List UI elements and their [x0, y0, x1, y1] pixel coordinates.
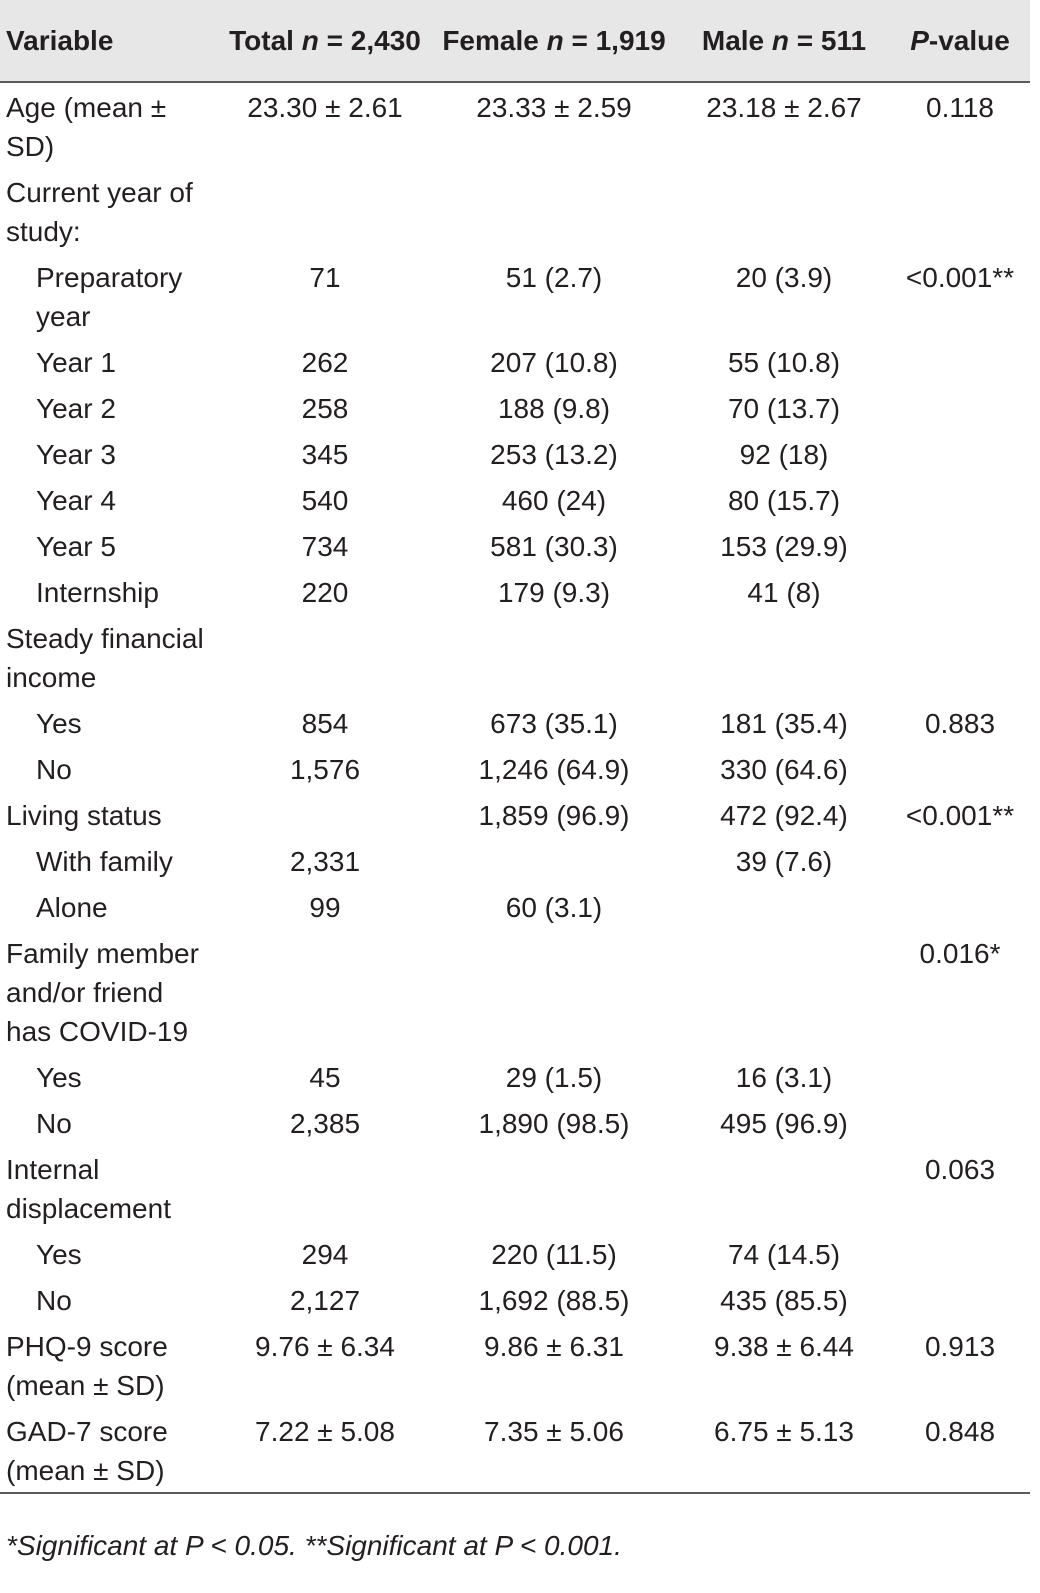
footnote: *Significant at P < 0.05. **Significant at P < 0.001. [6, 1530, 622, 1561]
header-variable: Variable [6, 25, 114, 56]
cell-total: 2,331 [289, 846, 361, 877]
cell-variable: Age (mean ± SD) [6, 92, 167, 162]
cell-variable: Living status [6, 800, 162, 831]
cell-variable: Yes [36, 1062, 82, 1093]
cell-variable: Family member and/or friend has COVID-19 [6, 938, 199, 1047]
cell-male: 435 (85.5) [720, 1285, 848, 1316]
cell-p-value: <0.001** [905, 262, 1015, 293]
cell-total: 294 [301, 1239, 349, 1270]
header-male: Male n = 511 [701, 25, 867, 56]
cell-male [678, 168, 890, 253]
cell-p-value [890, 384, 1030, 430]
cell-p-value [890, 1099, 1030, 1145]
cell-variable: Internship [36, 577, 159, 608]
table-row [0, 568, 1030, 614]
cell-female: 1,246 (64.9) [478, 754, 630, 785]
cell-p-value [890, 168, 1030, 253]
cell-total: 262 [301, 347, 349, 378]
table-row [0, 837, 1030, 883]
cell-total: 99 [309, 892, 341, 923]
cell-variable: Year 4 [36, 485, 116, 516]
cell-male: 20 (3.9) [735, 262, 833, 293]
cell-male: 23.18 ± 2.67 [706, 92, 862, 123]
cell-variable: Internal displacement [6, 1154, 171, 1224]
cell-variable: Yes [36, 708, 82, 739]
table-row [0, 1322, 1030, 1407]
table-row [0, 1276, 1030, 1322]
cell-male: 330 (64.6) [720, 754, 848, 785]
cell-p-value [890, 476, 1030, 522]
cell-total: 220 [301, 577, 349, 608]
table-row [0, 168, 1030, 253]
header-total: Total n = 2,430 [229, 25, 421, 56]
cell-female: 1,692 (88.5) [478, 1285, 630, 1316]
cell-p-value: 0.848 [924, 1416, 996, 1447]
header-female: Female n = 1,919 [442, 25, 666, 56]
cell-total: 7.22 ± 5.08 [255, 1416, 395, 1447]
cell-p-value: 0.016* [919, 938, 1001, 969]
cell-male: 41 (8) [747, 577, 821, 608]
cell-total: 1,576 [289, 754, 361, 785]
cell-female [430, 929, 678, 1053]
cell-female: 1,890 (98.5) [478, 1108, 630, 1139]
cell-variable: GAD-7 score (mean ± SD) [6, 1416, 168, 1486]
cell-p-value: <0.001** [905, 800, 1015, 831]
cell-male: 74 (14.5) [727, 1239, 841, 1270]
cell-female: 581 (30.3) [490, 531, 618, 562]
cell-variable: Alone [36, 892, 108, 923]
table-row [0, 791, 1030, 837]
cell-total [220, 1145, 430, 1230]
cell-total: 258 [301, 393, 349, 424]
table-row [0, 476, 1030, 522]
cell-total [220, 929, 430, 1053]
cell-total: 2,385 [289, 1108, 361, 1139]
cell-female [430, 837, 678, 883]
cell-female: 7.35 ± 5.06 [484, 1416, 624, 1447]
table-row [0, 338, 1030, 384]
header-row [0, 0, 1030, 82]
cell-variable: No [36, 1108, 72, 1139]
table-row [0, 1053, 1030, 1099]
cell-female: 188 (9.8) [497, 393, 611, 424]
cell-female: 23.33 ± 2.59 [476, 92, 632, 123]
cell-male: 70 (13.7) [727, 393, 841, 424]
cell-female: 60 (3.1) [505, 892, 603, 923]
cell-total [220, 614, 430, 699]
cell-male: 80 (15.7) [727, 485, 841, 516]
cell-female [430, 614, 678, 699]
cell-p-value [890, 522, 1030, 568]
cell-variable: Year 5 [36, 531, 116, 562]
cell-female: 253 (13.2) [490, 439, 618, 470]
table-row [0, 1145, 1030, 1230]
cell-male [678, 1145, 890, 1230]
cell-p-value: 0.913 [924, 1331, 996, 1362]
cell-variable: PHQ-9 score (mean ± SD) [6, 1331, 168, 1401]
cell-p-value [890, 568, 1030, 614]
cell-male: 16 (3.1) [735, 1062, 833, 1093]
cell-total [220, 168, 430, 253]
cell-total: 345 [301, 439, 349, 470]
cell-p-value: 0.883 [924, 708, 996, 739]
cell-total: 71 [309, 262, 341, 293]
cell-total: 45 [309, 1062, 341, 1093]
cell-male [678, 883, 890, 929]
table-row [0, 1407, 1030, 1493]
cell-male: 9.38 ± 6.44 [714, 1331, 854, 1362]
cell-female [430, 168, 678, 253]
cell-p-value [890, 883, 1030, 929]
cell-variable: Year 3 [36, 439, 116, 470]
cell-p-value [890, 745, 1030, 791]
cell-total: 734 [301, 531, 349, 562]
cell-male: 495 (96.9) [720, 1108, 848, 1139]
cell-male [678, 614, 890, 699]
cell-male [678, 929, 890, 1053]
cell-p-value: 0.063 [924, 1154, 996, 1185]
cell-p-value [890, 614, 1030, 699]
table-row [0, 384, 1030, 430]
cell-variable: With family [36, 846, 173, 877]
cell-p-value [890, 430, 1030, 476]
cell-female: 220 (11.5) [491, 1239, 617, 1270]
table-row [0, 522, 1030, 568]
table-row [0, 430, 1030, 476]
cell-variable: No [36, 754, 72, 785]
table-row [0, 614, 1030, 699]
cell-total [220, 791, 430, 837]
cell-variable: Current year of study: [6, 177, 193, 247]
table-row [0, 699, 1030, 745]
cell-female: 460 (24) [501, 485, 607, 516]
cell-female: 1,859 (96.9) [478, 800, 630, 831]
cell-male: 39 (7.6) [735, 846, 833, 877]
cell-total: 854 [301, 708, 349, 739]
cell-male: 6.75 ± 5.13 [714, 1416, 854, 1447]
table-row [0, 253, 1030, 338]
table-body [0, 82, 1030, 1493]
cell-female [430, 1145, 678, 1230]
cell-female: 9.86 ± 6.31 [484, 1331, 624, 1362]
cell-female: 29 (1.5) [505, 1062, 603, 1093]
cell-variable: Preparatory year [36, 262, 183, 332]
cell-male: 181 (35.4) [720, 708, 848, 739]
cell-variable: No [36, 1285, 72, 1316]
cell-p-value [890, 1053, 1030, 1099]
cell-male: 92 (18) [739, 439, 829, 470]
table-row [0, 82, 1030, 168]
cell-female: 51 (2.7) [505, 262, 603, 293]
table-row [0, 1230, 1030, 1276]
cell-male: 472 (92.4) [720, 800, 848, 831]
cell-total: 540 [301, 485, 349, 516]
cell-female: 179 (9.3) [497, 577, 611, 608]
table-row [0, 1099, 1030, 1145]
cell-total: 23.30 ± 2.61 [247, 92, 403, 123]
cell-total: 2,127 [289, 1285, 361, 1316]
cell-female: 207 (10.8) [490, 347, 618, 378]
cell-p-value [890, 837, 1030, 883]
table-header [0, 0, 1030, 82]
cell-variable: Yes [36, 1239, 82, 1270]
table-row [0, 883, 1030, 929]
header-p-value: P-value [910, 25, 1010, 56]
cell-variable: Year 2 [36, 393, 116, 424]
cell-total: 9.76 ± 6.34 [255, 1331, 395, 1362]
cell-variable: Steady financial income [6, 623, 204, 693]
cell-male: 55 (10.8) [727, 347, 841, 378]
cell-p-value [890, 338, 1030, 384]
table-row [0, 929, 1030, 1053]
cell-p-value [890, 1276, 1030, 1322]
table-row [0, 745, 1030, 791]
cell-male: 153 (29.9) [720, 531, 848, 562]
cell-p-value [890, 1230, 1030, 1276]
cell-p-value: 0.118 [926, 92, 994, 123]
cell-female: 673 (35.1) [490, 708, 618, 739]
cell-variable: Year 1 [36, 347, 116, 378]
